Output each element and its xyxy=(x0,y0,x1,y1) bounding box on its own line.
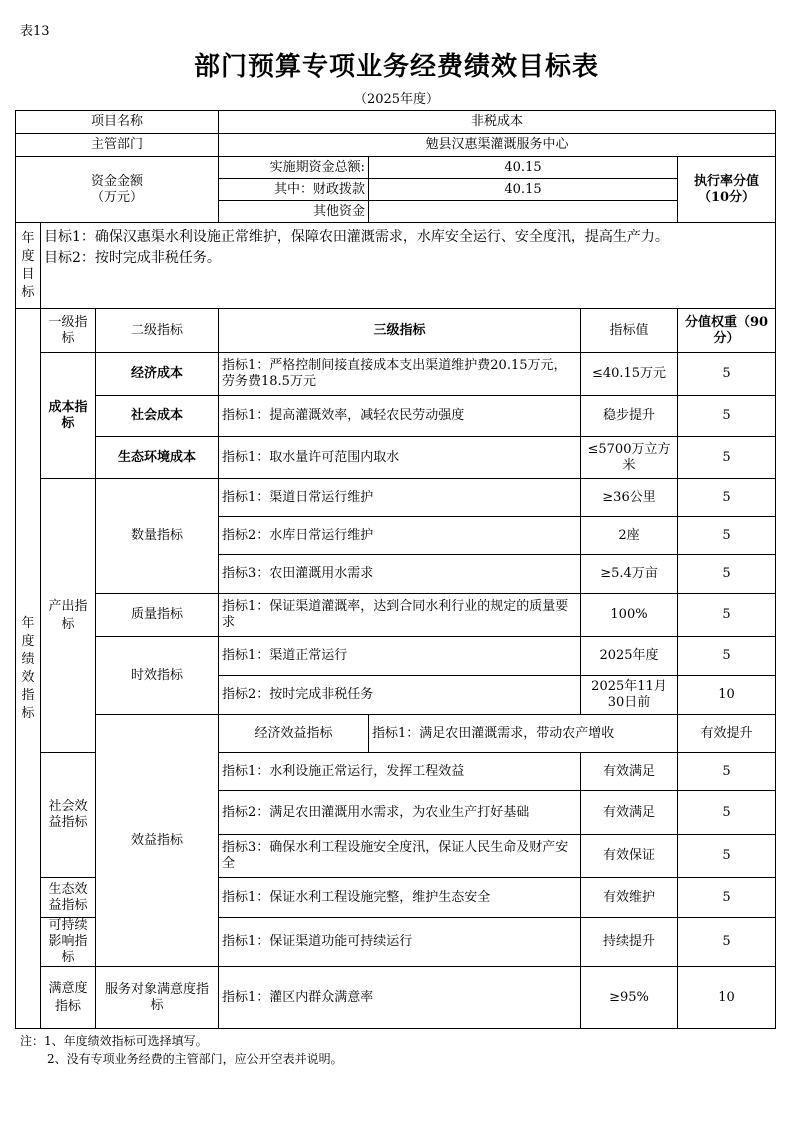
indicator-weight: 5 xyxy=(678,791,776,835)
table-row xyxy=(16,967,776,1029)
annual-indicator-label: 年度绩效指标 xyxy=(16,309,41,1029)
indicator-text: 指标1：渠道日常运行维护 xyxy=(219,479,581,517)
dept-value: 勉县汉惠渠灌溉服务中心 xyxy=(219,134,776,157)
economic-benefit-label: 经济效益指标 xyxy=(219,715,369,753)
sustain-indicator-label: 可持续影响指标 xyxy=(41,918,96,967)
output-indicator-label: 产出指标 xyxy=(41,479,96,753)
header-level3: 三级指标 xyxy=(219,309,581,353)
indicator-text: 指标1：水利设施正常运行，发挥工程效益 xyxy=(219,753,581,791)
project-label: 项目名称 xyxy=(16,111,219,134)
indicator-weight: 5 xyxy=(678,479,776,517)
eco-cost-label: 生态环境成本 xyxy=(96,437,219,479)
indicator-weight: 10 xyxy=(678,967,776,1029)
indicator-value: 有效满足 xyxy=(581,791,678,835)
benefit-indicator-label: 效益指标 xyxy=(96,715,219,967)
indicator-text: 指标2：按时完成非税任务 xyxy=(219,676,581,715)
indicator-weight: 5 xyxy=(678,637,776,676)
indicator-weight: 5 xyxy=(678,753,776,791)
annual-goal-row xyxy=(16,223,776,309)
annual-goal-content xyxy=(41,223,776,309)
indicator-text: 指标3：确保水利工程设施安全度汛，保证人民生命及财产安全 xyxy=(219,835,581,878)
indicator-value: 2座 xyxy=(581,517,678,555)
dept-label: 主管部门 xyxy=(16,134,219,157)
indicator-value: ≥95% xyxy=(581,967,678,1029)
indicator-text: 指标1：满足农田灌溉需求，带动农产增收 xyxy=(369,715,678,753)
footnote-line-2: 2、没有专项业务经费的主管部门，应公开空表并说明。 xyxy=(47,1052,343,1066)
quality-indicator-label: 质量指标 xyxy=(96,594,219,637)
indicator-value: 有效提升 xyxy=(678,715,776,753)
satisfaction-indicator-label: 满意度指标 xyxy=(41,967,96,1029)
dept-row xyxy=(16,134,776,157)
fund-label: 资金金额 （万元） xyxy=(16,157,219,223)
header-level2: 二级指标 xyxy=(96,309,219,353)
footnote xyxy=(20,1032,343,1068)
indicator-value: ≤40.15万元 xyxy=(581,353,678,396)
indicator-weight: 5 xyxy=(678,353,776,396)
indicator-weight: 5 xyxy=(678,555,776,594)
indicator-text: 指标1：灌区内群众满意率 xyxy=(219,967,581,1029)
page-title: 部门预算专项业务经费绩效目标表 xyxy=(193,52,599,82)
indicator-value: ≥36公里 xyxy=(581,479,678,517)
eco-benefit-label: 生态效益指标 xyxy=(41,878,96,918)
indicator-weight: 5 xyxy=(678,835,776,878)
header-value: 指标值 xyxy=(581,309,678,353)
indicator-text: 指标3：农田灌溉用水需求 xyxy=(219,555,581,594)
indicator-text: 指标2：水库日常运行维护 xyxy=(219,517,581,555)
economic-cost-label: 经济成本 xyxy=(96,353,219,396)
table-number: 表13 xyxy=(20,24,50,39)
total-fund-value: 40.15 xyxy=(369,157,678,179)
fiscal-fund-value: 40.15 xyxy=(369,179,678,201)
indicator-value: 有效维护 xyxy=(581,878,678,918)
indicator-text: 指标1：取水量许可范围内取水 xyxy=(219,437,581,479)
other-fund-value xyxy=(369,201,678,223)
social-cost-label: 社会成本 xyxy=(96,396,219,437)
header-level1: 一级指标 xyxy=(41,309,96,353)
indicator-value: 有效满足 xyxy=(581,753,678,791)
table-row xyxy=(16,437,776,479)
social-benefit-label: 社会效益指标 xyxy=(41,753,96,878)
indicator-value: 持续提升 xyxy=(581,918,678,967)
indicator-weight: 5 xyxy=(678,517,776,555)
indicator-value: ≥5.4万亩 xyxy=(581,555,678,594)
table-row xyxy=(16,353,776,396)
indicator-weight: 5 xyxy=(678,437,776,479)
indicator-text: 指标1：保证渠道灌溉率，达到合同水利行业的规定的质量要求 xyxy=(219,594,581,637)
fiscal-fund-label: 其中：财政拨款 xyxy=(219,179,369,201)
goal-2: 目标2：按时完成非税任务。 xyxy=(44,250,221,266)
fund-row-total xyxy=(16,157,776,179)
footnote-line-1: 注：1、年度绩效指标可选择填写。 xyxy=(20,1034,208,1048)
indicator-text: 指标1：保证渠道功能可持续运行 xyxy=(219,918,581,967)
year-label: （2025年度） xyxy=(353,92,440,107)
indicator-value: 有效保证 xyxy=(581,835,678,878)
cost-indicator-label: 成本指标 xyxy=(41,353,96,479)
exec-rate-score: 执行率分值 （10分） xyxy=(678,157,776,223)
project-value: 非税成本 xyxy=(219,111,776,134)
indicator-text: 指标1：渠道正常运行 xyxy=(219,637,581,676)
service-satisfaction-label: 服务对象满意度指标 xyxy=(96,967,219,1029)
indicator-weight: 5 xyxy=(678,878,776,918)
annual-goal-label: 年度目标 xyxy=(16,223,41,309)
indicator-weight: 10 xyxy=(678,676,776,715)
indicator-value: 2025年11月30日前 xyxy=(581,676,678,715)
table-row xyxy=(16,715,776,753)
indicator-text: 指标1：严格控制间接直接成本支出渠道维护费20.15万元，劳务费18.5万元 xyxy=(219,353,581,396)
indicator-weight: 5 xyxy=(678,396,776,437)
indicator-value: ≤5700万立方米 xyxy=(581,437,678,479)
quantity-indicator-label: 数量指标 xyxy=(96,479,219,594)
timeliness-indicator-label: 时效指标 xyxy=(96,637,219,715)
indicator-text: 指标1：保证水利工程设施完整，维护生态安全 xyxy=(219,878,581,918)
total-fund-label: 实施期资金总额: xyxy=(219,157,369,179)
performance-table xyxy=(15,110,776,1029)
indicator-value: 2025年度 xyxy=(581,637,678,676)
table-row xyxy=(16,637,776,676)
indicator-header-row xyxy=(16,309,776,353)
indicator-text: 指标1：提高灌溉效率，减轻农民劳动强度 xyxy=(219,396,581,437)
table-row xyxy=(16,594,776,637)
indicator-value: 稳步提升 xyxy=(581,396,678,437)
table-row xyxy=(16,396,776,437)
other-fund-label: 其他资金 xyxy=(219,201,369,223)
indicator-value: 100% xyxy=(581,594,678,637)
header-weight: 分值权重（90分） xyxy=(678,309,776,353)
table-row xyxy=(16,479,776,517)
project-row xyxy=(16,111,776,134)
indicator-weight: 5 xyxy=(678,594,776,637)
indicator-weight: 5 xyxy=(678,918,776,967)
indicator-text: 指标2：满足农田灌溉用水需求，为农业生产打好基础 xyxy=(219,791,581,835)
goal-1: 目标1：确保汉惠渠水利设施正常维护，保障农田灌溉需求，水库安全运行、安全度汛，提高生产力。 xyxy=(44,229,669,245)
